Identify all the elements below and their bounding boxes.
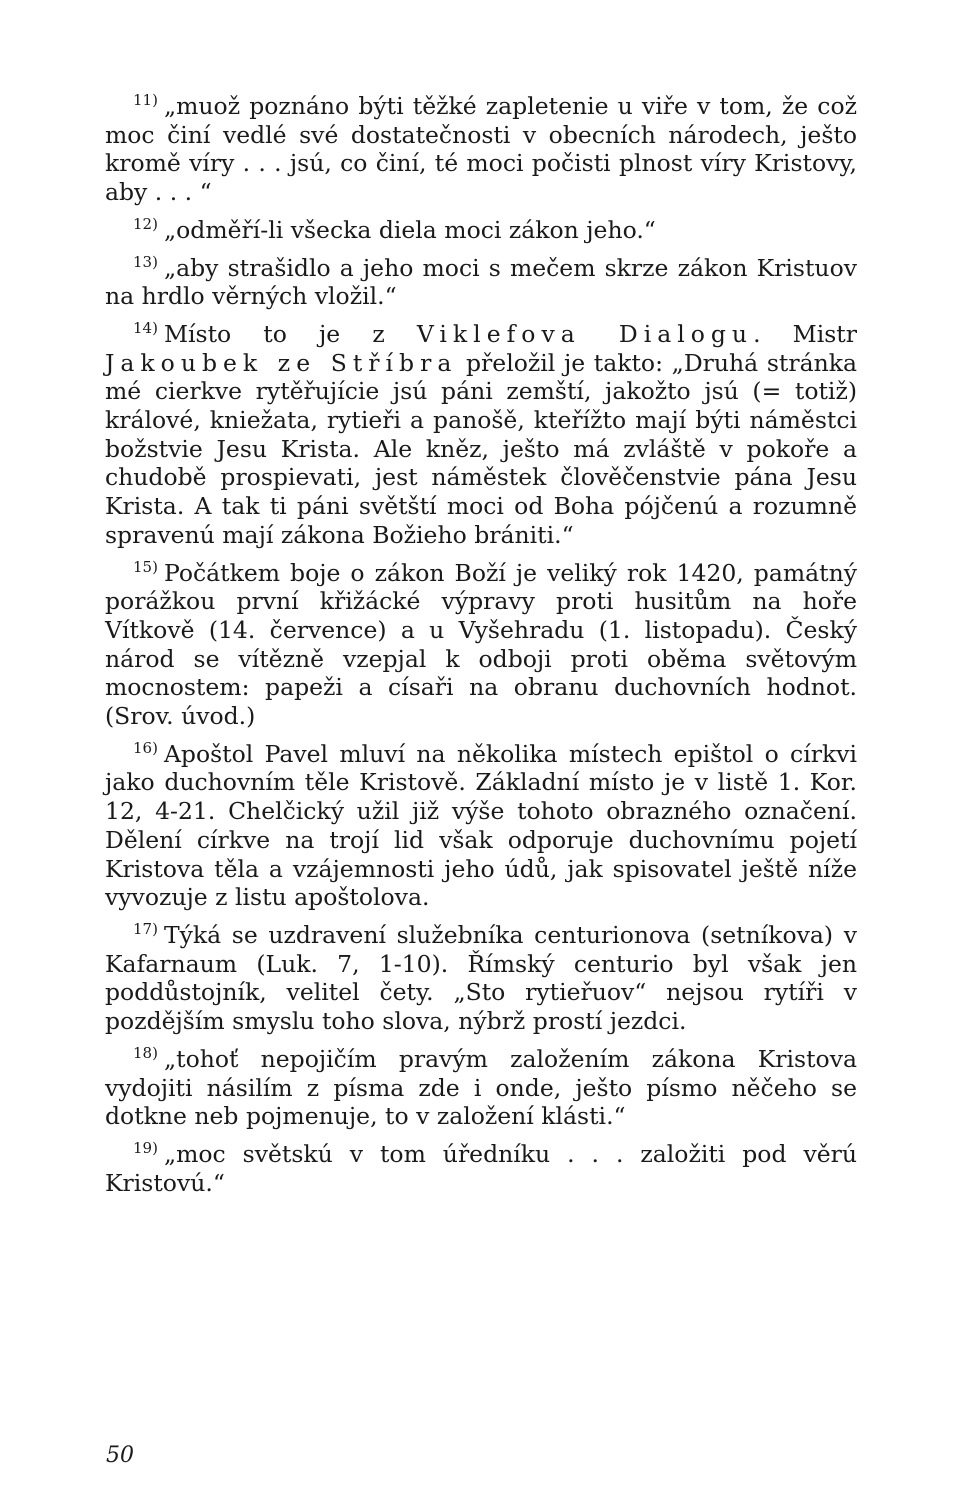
footnote-11: [105, 92, 857, 207]
footnote-number: 15): [133, 557, 158, 576]
footnote-15: [105, 559, 857, 731]
footnote-text: Místo to je z: [163, 319, 385, 348]
footnote-text: Počátkem boje o zákon Boží je veliký rok 1420, památný porážkou první křižácké výpravy proti husitům na hoře Vítkově (14. července) a u Vyšehradu (1. listopadu). Český národ se vítězně vzepjal k odboji proti oběma světovým mocnostem: papeži a císaři na obranu duchovních hodnot. (Srov. úvod.): [105, 558, 857, 731]
footnote-number: 16): [133, 738, 158, 757]
source-title: Viklefova Dialogu: [416, 319, 754, 348]
footnotes-page: [105, 92, 857, 1206]
footnote-text: . Mistr: [753, 319, 857, 348]
footnote-number: 19): [133, 1138, 158, 1157]
footnote-12: [105, 216, 857, 245]
footnote-17: [105, 921, 857, 1036]
page-number: 50: [106, 1443, 134, 1468]
footnote-text: „moc světskú v tom úředníku . . . založiti pod věrú Kristovú.“: [105, 1139, 857, 1197]
footnote-13: [105, 254, 857, 311]
footnote-text: „tohoť nepojičím pravým založením zákona Kristova vydojiti násilím z písma zde i onde, ješto písmo něčeho se dotkne neb pojmenuje, to v založení klásti.“: [105, 1044, 857, 1131]
footnote-text: „aby strašidlo a jeho moci s mečem skrze zákon Kristuov na hrdlo věrných vložil.“: [105, 253, 857, 311]
footnote-number: 17): [133, 919, 158, 938]
footnote-text: Týká se uzdravení služebníka centurionova (setníkova) v Kafarnaum (Luk. 7, 1-10). Římský centurio byl však jen poddůstojník, velitel čety. „Sto rytieřuov“ nejsou rytíři v pozdějším smyslu toho slova, nýbrž prostí jezdci.: [105, 920, 857, 1036]
footnote-number: 14): [133, 318, 158, 337]
footnote-number: 11): [133, 91, 158, 109]
footnote-19: [105, 1140, 857, 1197]
footnote-number: 12): [133, 214, 158, 233]
footnote-number: 18): [133, 1043, 158, 1062]
footnote-text: „muož poznáno býti těžké zapletenie u viře v tom, že což moc činí vedlé své dostatečnosti v obecních národech, ješto kromě víry . . . jsú, co činí, té moci počisti plnost víry Kristovy, aby . . . “: [105, 92, 857, 207]
footnote-text: „odměří-li všecka diela moci zákon jeho.“: [163, 215, 656, 244]
footnote-14: [105, 320, 857, 550]
footnote-18: [105, 1045, 857, 1131]
footnote-number: 13): [133, 252, 158, 271]
author-name: Jakoubek ze Stříbra: [105, 348, 458, 377]
footnote-16: [105, 740, 857, 912]
footnote-text: Apoštol Pavel mluví na několika místech epištol o církvi jako duchovním těle Kristově. Základní místo je v listě 1. Kor. 12, 4-21. Chelčický užil již výše tohoto obrazného označení. Dělení církve na trojí lid však odporuje duchovnímu pojetí Kristova těla a vzájemnosti jeho údů, jak spisovatel ještě níže vyvozuje z listu apoštolova.: [105, 739, 857, 912]
footnote-text: přeložil je takto: „Druhá stránka mé cierkve rytěřujície jsú páni zemští, jakožto jsú (= totiž) králové, kniežata, rytieři a panošě, kteřížto mají býti náměstci božstvie Jesu Krista. Ale kněz, ješto má zvláště v pokoře a chudobě prospievati, jest náměstek člověčenstvie pána Jesu Krista. A tak ti páni světští moci od Boha pójčenú a rozumně spravenú mají zákona Božieho brániti.“: [105, 348, 857, 549]
